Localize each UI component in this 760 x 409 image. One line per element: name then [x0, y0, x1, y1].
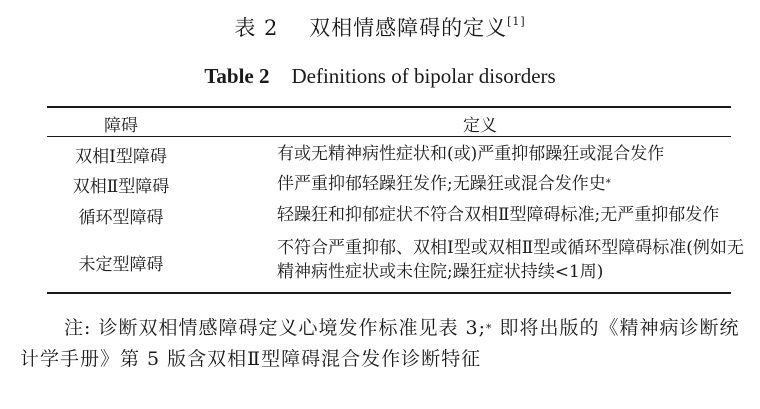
disorder-definition: 有或无精神病性症状和(或)严重抑郁躁狂或混合发作: [277, 144, 665, 164]
table-footnote: [20, 313, 740, 375]
table-title-cn: 双相情感障碍的定义: [309, 16, 508, 40]
table-label-cn: 表 2: [234, 16, 279, 40]
table-top-rule: [47, 106, 731, 108]
disorder-name: 双相Ⅱ型障碍: [72, 177, 170, 197]
table-bottom-rule: [47, 292, 731, 294]
footnote-text-1: 注: 诊断双相情感障碍定义心境发作标准见表 3;: [64, 317, 486, 339]
disorder-name: 循环型障碍: [78, 208, 164, 228]
table-caption-english: [0, 64, 760, 89]
disorder-definition: 轻躁狂和抑郁症状不符合双相Ⅱ型障碍标准;无严重抑郁发作: [277, 205, 720, 225]
disorder-definition: 伴严重抑郁轻躁狂发作;无躁狂或混合发作史*: [277, 174, 611, 194]
reference-mark: [1]: [507, 15, 526, 28]
table-header-rule: [47, 136, 731, 137]
column-header-disorder: 障碍: [104, 116, 138, 136]
disorder-definition: 不符合严重抑郁、双相Ⅰ型或双相Ⅱ型或循环型障碍标准(例如无精神病性症状或未住院;躁狂症状持续<1周): [277, 238, 744, 282]
footnote-text-2: 即将出版的《精神病诊断统计学手册》第 5 版含双相Ⅱ型障碍混合发作诊断特征: [20, 317, 740, 370]
table-label-en: Table 2: [204, 64, 270, 88]
footnote-mark: *: [485, 322, 493, 335]
disorder-name: 未定型障碍: [78, 255, 164, 275]
table-caption-chinese: [0, 12, 760, 42]
table-title-en: Definitions of bipolar disorders: [291, 64, 556, 88]
footnote-mark: *: [605, 178, 611, 189]
column-header-definition: 定义: [463, 116, 497, 136]
disorder-name: 双相Ⅰ型障碍: [75, 147, 167, 167]
